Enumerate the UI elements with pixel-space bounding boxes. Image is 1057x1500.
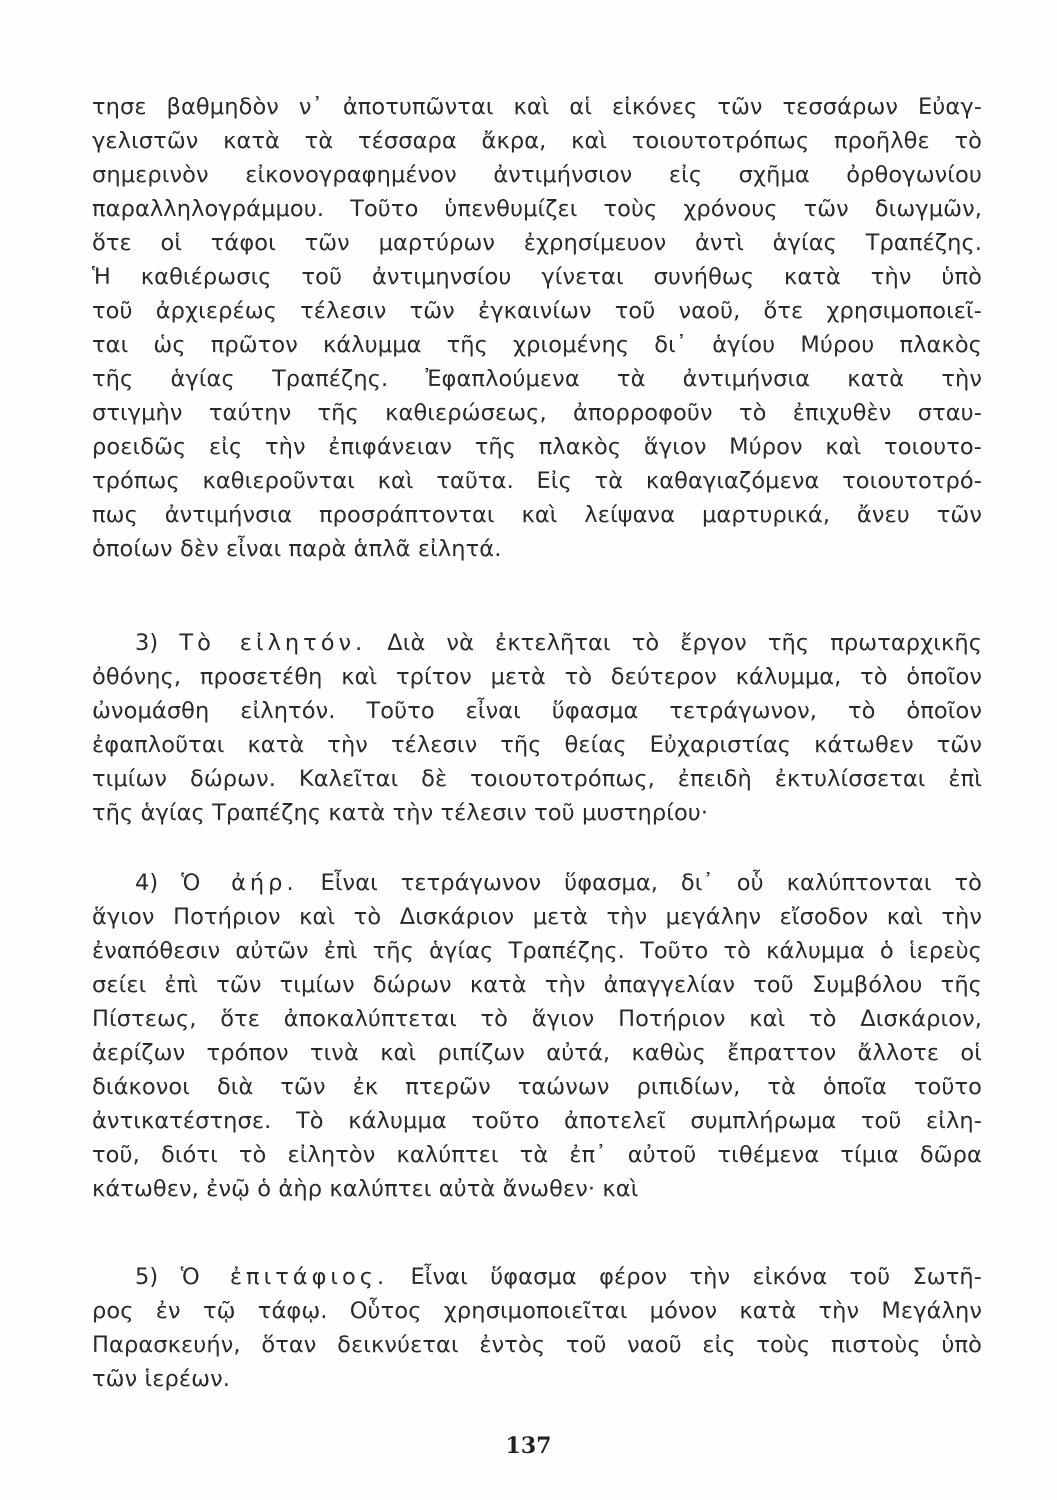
section-heading-line — [92, 866, 982, 900]
text-line: τῆς ἁγίας Τραπέζης κατὰ τὴν τέλεσιν τοῦ μυστηρίου· — [92, 800, 709, 826]
text-line: τῆς ἁγίας Τραπέζης. Ἐφαπλούμενα τὰ ἀντιμήνσια κατὰ τὴν — [92, 366, 982, 392]
paragraph-antimension — [92, 90, 982, 566]
section-term: Ὁ ἐπιτάφιος. — [180, 1264, 389, 1290]
text-line: διάκονοι διὰ τῶν ἐκ πτερῶν ταώνων ριπιδίων, τὰ ὁποῖα τοῦτο — [92, 1074, 982, 1100]
section-term: Τὸ εἰλητόν. — [179, 630, 367, 656]
text-line: ὁποίων δὲν εἶναι παρὰ ἁπλᾶ εἰλητά. — [92, 536, 502, 562]
text-line: ὀθόνης, προσετέθη καὶ τρίτον μετὰ τὸ δεύτερον κάλυμμα, τὸ ὁποῖον — [92, 664, 982, 690]
text-line: σημερινὸν εἰκονογραφημένον ἀντιμήνσιον εἰς σχῆμα ὀρθογωνίου — [92, 162, 982, 188]
section-text: Εἶναι τετράγωνον ὕφασμα, δι᾿ οὗ καλύπτονται τὸ — [320, 870, 982, 896]
section-eileton — [92, 626, 982, 830]
text-line: ἐναπόθεσιν αὐτῶν ἐπὶ τῆς ἁγίας Τραπέζης. Τοῦτο τὸ κάλυμμα ὁ ἱερεὺς — [92, 938, 982, 964]
text-line: ρος ἐν τῷ τάφῳ. Οὗτος χρησιμοποιεῖται μόνον κατὰ τὴν Μεγάλην — [92, 1298, 982, 1324]
text-line: Ἡ καθιέρωσις τοῦ ἀντιμηνσίου γίνεται συνήθως κατὰ τὴν ὑπὸ — [92, 264, 982, 290]
section-number: 5) — [135, 1264, 159, 1290]
text-line: ἅγιον Ποτήριον καὶ τὸ Δισκάριον μετὰ τὴν μεγάλην εἴσοδον καὶ τὴν — [92, 904, 982, 930]
section-number: 3) — [135, 630, 159, 656]
text-line: Πίστεως, ὅτε ἀποκαλύπτεται τὸ ἅγιον Ποτήριον καὶ τὸ Δισκάριον, — [92, 1006, 982, 1032]
section-term: Ὁ ἀήρ. — [181, 870, 298, 896]
section-heading-line — [92, 626, 982, 660]
text-line: τρόπως καθιεροῦνται καὶ ταῦτα. Εἰς τὰ καθαγιαζόμενα τοιουτοτρό- — [92, 468, 982, 494]
text-line: Παρασκευήν, ὅταν δεικνύεται ἐντὸς τοῦ ναοῦ εἰς τοὺς πιστοὺς ὑπὸ — [92, 1332, 982, 1358]
text-line: κάτωθεν, ἐνῷ ὁ ἀὴρ καλύπτει αὐτὰ ἄνωθεν· καὶ — [92, 1176, 639, 1202]
text-line: γελιστῶν κατὰ τὰ τέσσαρα ἄκρα, καὶ τοιουτοτρόπως προῆλθε τὸ — [92, 128, 982, 154]
text-line: παραλληλογράμμου. Τοῦτο ὑπενθυμίζει τοὺς χρόνους τῶν διωγμῶν, — [92, 196, 982, 222]
text-line: τοῦ ἀρχιερέως τέλεσιν τῶν ἐγκαινίων τοῦ ναοῦ, ὅτε χρησιμοποιεῖ- — [92, 298, 982, 324]
text-line: ὅτε οἱ τάφοι τῶν μαρτύρων ἐχρησίμευον ἀντὶ ἁγίας Τραπέζης. — [92, 230, 982, 256]
text-line: τῶν ἱερέων. — [92, 1366, 230, 1392]
text-line: τιμίων δώρων. Καλεῖται δὲ τοιουτοτρόπως, ἐπειδὴ ἐκτυλίσσεται ἐπὶ — [92, 766, 982, 792]
text-line: πως ἀντιμήνσια προσράπτονται καὶ λείψανα μαρτυρικά, ἄνευ τῶν — [92, 502, 982, 528]
section-text: Διὰ νὰ ἐκτελῆται τὸ ἔργον τῆς πρωταρχικῆς — [387, 630, 982, 656]
section-heading-line — [92, 1260, 982, 1294]
text-line: ὠνομάσθη εἰλητόν. Τοῦτο εἶναι ὕφασμα τετράγωνον, τὸ ὁποῖον — [92, 698, 982, 724]
text-line: στιγμὴν ταύτην τῆς καθιερώσεως, ἀπορροφοῦν τὸ ἐπιχυθὲν σταυ- — [92, 400, 982, 426]
text-line: τοῦ, διότι τὸ εἰλητὸν καλύπτει τὰ ἐπ᾿ αὐτοῦ τιθέμενα τίμια δῶρα — [92, 1142, 982, 1168]
section-aer — [92, 866, 982, 1206]
section-epitaphios — [92, 1260, 982, 1396]
page-number: 137 — [505, 1433, 552, 1459]
text-line: ται ὡς πρῶτον κάλυμμα τῆς χριομένης δι᾿ ἁγίου Μύρου πλακὸς — [92, 332, 982, 358]
section-text: Εἶναι ὕφασμα φέρον τὴν εἰκόνα τοῦ Σωτῆ- — [410, 1264, 982, 1290]
text-line: τησε βαθμηδὸν ν᾿ ἀποτυπῶνται καὶ αἱ εἰκόνες τῶν τεσσάρων Εὐαγ- — [92, 94, 982, 120]
text-line: ἀντικατέστησε. Τὸ κάλυμμα τοῦτο ἀποτελεῖ συμπλήρωμα τοῦ εἰλη- — [92, 1108, 982, 1134]
text-line: ἀερίζων τρόπον τινὰ καὶ ριπίζων αὐτά, καθὼς ἔπραττον ἄλλοτε οἱ — [92, 1040, 982, 1066]
text-line: σείει ἐπὶ τῶν τιμίων δώρων κατὰ τὴν ἀπαγγελίαν τοῦ Συμβόλου τῆς — [92, 972, 982, 998]
section-number: 4) — [135, 870, 159, 896]
text-line: ροειδῶς εἰς τὴν ἐπιφάνειαν τῆς πλακὸς ἅγιον Μύρον καὶ τοιουτο- — [92, 434, 982, 460]
text-line: ἐφαπλοῦται κατὰ τὴν τέλεσιν τῆς θείας Εὐχαριστίας κάτωθεν τῶν — [92, 732, 982, 758]
